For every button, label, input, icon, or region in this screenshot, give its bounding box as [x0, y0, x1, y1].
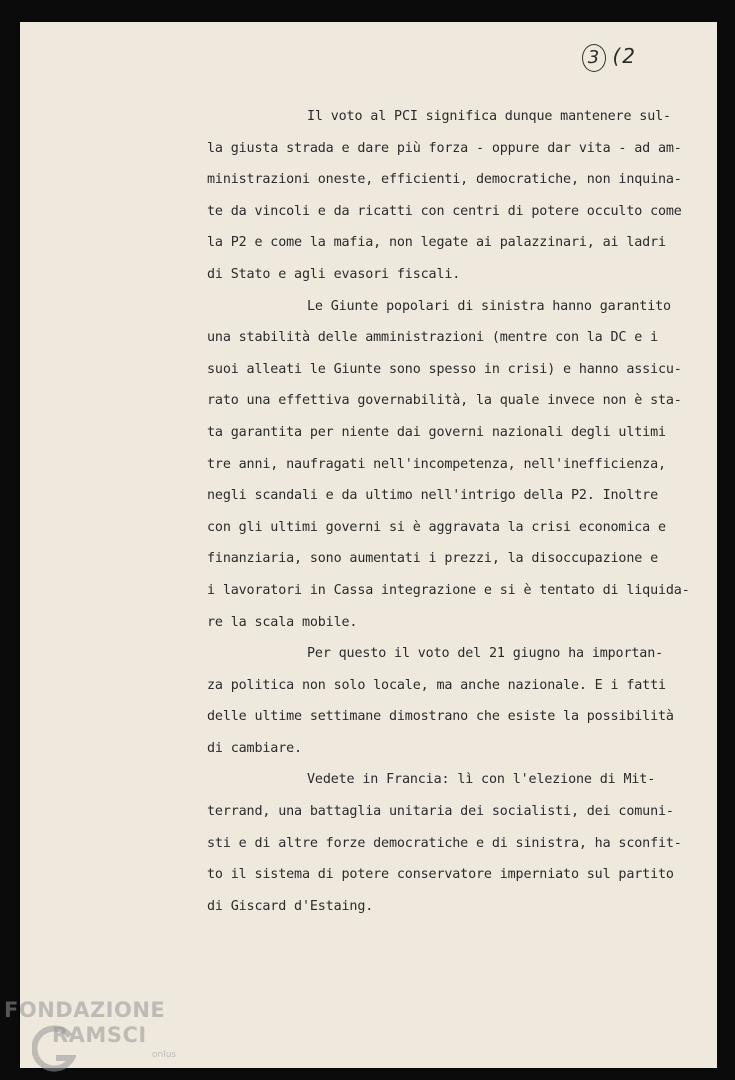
text-line: suoi alleati le Giunte sono spesso in crisi) e hanno assicu-	[207, 361, 682, 377]
text-line: delle ultime settimane dimostrano che esiste la possibilità	[207, 709, 674, 725]
watermark-line-2: RAMSCI	[52, 1023, 147, 1047]
text-line: terrand, una battaglia unitaria dei socialisti, dei comuni-	[207, 804, 674, 820]
text-line: con gli ultimi governi si è aggravata la crisi economica e	[207, 519, 666, 535]
text-line: to il sistema di potere conservatore imperniato sul partito	[207, 867, 674, 883]
text-line: Le Giunte popolari di sinistra hanno garantito	[307, 298, 671, 314]
text-line: te da vincoli e da ricatti con centri di potere occulto come	[207, 203, 682, 219]
text-line: la P2 e come la mafia, non legate ai palazzinari, ai ladri	[207, 235, 666, 251]
text-line: tre anni, naufragati nell'incompetenza, nell'inefficienza,	[207, 456, 666, 472]
text-line: finanziaria, sono aumentati i prezzi, la disoccupazione e	[207, 551, 658, 567]
text-line: sti e di altre forze democratiche e di sinistra, ha sconfit-	[207, 835, 682, 851]
text-line: di Giscard d'Estaing.	[207, 898, 374, 914]
text-line: di Stato e agli evasori fiscali.	[207, 266, 461, 282]
circled-page-number: 3	[582, 44, 606, 72]
text-line: Per questo il voto del 21 giugno ha importan-	[307, 646, 664, 662]
fondazione-gramsci-watermark	[4, 998, 194, 1078]
text-line: ta garantita per niente dai governi nazionali degli ultimi	[207, 424, 666, 440]
text-line: la giusta strada e dare più forza - oppure dar vita - ad am-	[207, 140, 682, 156]
text-line: i lavoratori in Cassa integrazione e si è tentato di liquida-	[207, 582, 690, 598]
watermark-line-3: onlus	[152, 1050, 177, 1060]
typed-text-body	[207, 101, 690, 922]
text-line: ministrazioni oneste, efficienti, democratiche, non inquina-	[207, 172, 682, 188]
text-line: za politica non solo locale, ma anche nazionale. E i fatti	[207, 677, 666, 693]
text-line: Vedete in Francia: lì con l'elezione di Mit-	[307, 772, 656, 788]
text-line: negli scandali e da ultimo nell'intrigo della P2. Inoltre	[207, 488, 658, 504]
secondary-page-number: (2	[612, 44, 637, 68]
text-line: di cambiare.	[207, 740, 302, 756]
text-line: una stabilità delle amministrazioni (mentre con la DC e i	[207, 330, 658, 346]
text-line: Il voto al PCI significa dunque mantenere sul-	[307, 109, 671, 124]
watermark-line-1: FONDAZIONE	[4, 998, 166, 1022]
text-line: rato una effettiva governabilità, la quale invece non è sta-	[207, 393, 682, 409]
text-line: re la scala mobile.	[207, 614, 358, 630]
handwritten-page-number	[582, 44, 637, 72]
